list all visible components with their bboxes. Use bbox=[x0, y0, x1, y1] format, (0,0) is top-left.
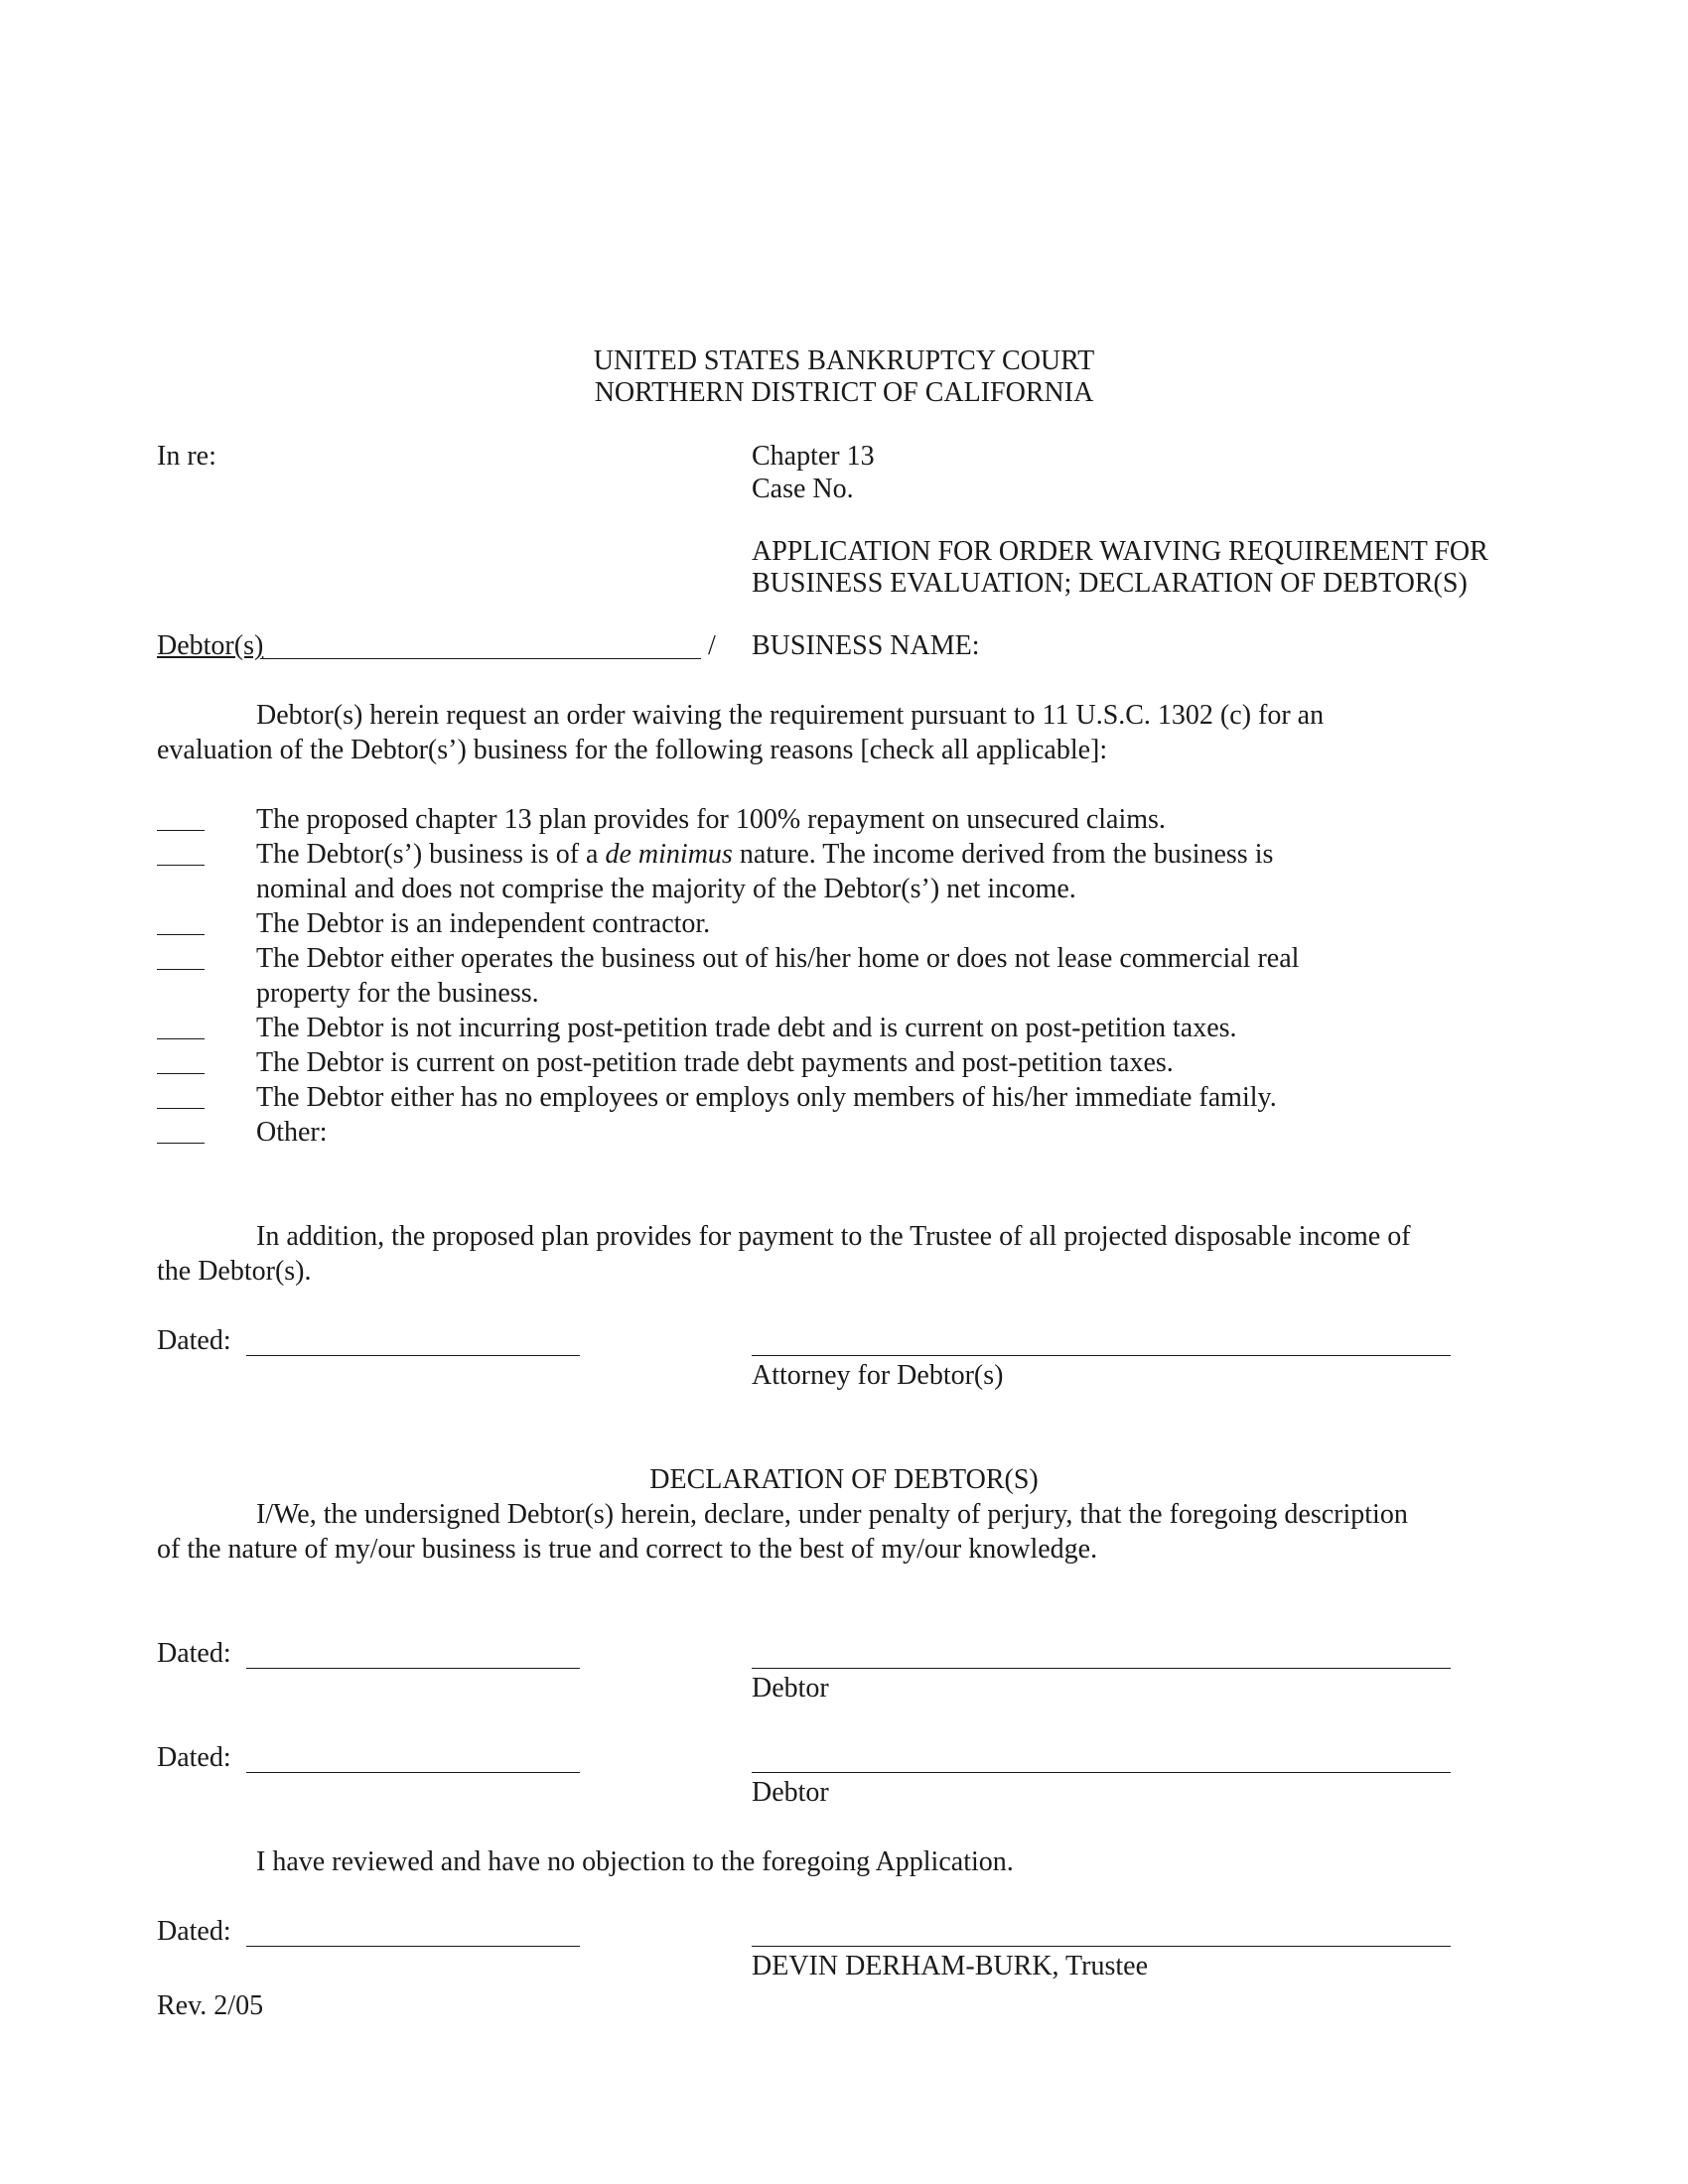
checkbox-blank[interactable] bbox=[157, 1108, 205, 1109]
checkbox-blank[interactable] bbox=[157, 830, 205, 831]
debtor-signature-caption: Debtor bbox=[752, 1777, 829, 1808]
reason-other: Other: bbox=[256, 1117, 328, 1148]
dated-label: Dated: bbox=[157, 1325, 231, 1356]
reason-de-minimus-cont: nominal and does not comprise the majority of the Debtor(s’) net income. bbox=[256, 874, 1076, 904]
date-field[interactable] bbox=[246, 1668, 580, 1669]
case-no-label: Case No. bbox=[752, 474, 854, 504]
document-title-line1: APPLICATION FOR ORDER WAIVING REQUIREMENT FOR bbox=[752, 536, 1488, 567]
intro-line2: evaluation of the Debtor(s’) business for the following reasons [check all applicable]: bbox=[157, 735, 1108, 765]
checkbox-blank[interactable] bbox=[157, 969, 205, 970]
in-re-label: In re: bbox=[157, 441, 216, 472]
debtors-name-field[interactable] bbox=[260, 658, 701, 659]
addition-line1: In addition, the proposed plan provides for payment to the Trustee of all projected disposable income of bbox=[256, 1221, 1411, 1252]
debtor-signature-line[interactable] bbox=[752, 1772, 1451, 1773]
date-field[interactable] bbox=[246, 1772, 580, 1773]
reason-independent-contractor: The Debtor is an independent contractor. bbox=[256, 908, 711, 939]
court-name: UNITED STATES BANKRUPTCY COURT bbox=[593, 345, 1095, 376]
checkbox-blank[interactable] bbox=[157, 1143, 205, 1144]
caption-slash: / bbox=[708, 630, 716, 661]
chapter-label: Chapter 13 bbox=[752, 441, 875, 472]
addition-line2: the Debtor(s). bbox=[157, 1256, 312, 1287]
checkbox-blank[interactable] bbox=[157, 1073, 205, 1074]
debtor-signature-caption: Debtor bbox=[752, 1673, 829, 1704]
dated-label: Dated: bbox=[157, 1638, 231, 1669]
date-field[interactable] bbox=[246, 1355, 580, 1356]
declaration-line2: of the nature of my/our business is true and correct to the best of my/our knowledge. bbox=[157, 1534, 1098, 1565]
debtor-signature-line[interactable] bbox=[752, 1668, 1451, 1669]
reason-no-employees: The Debtor either has no employees or employs only members of his/her immediate family. bbox=[256, 1082, 1277, 1113]
attorney-signature-caption: Attorney for Debtor(s) bbox=[752, 1360, 1004, 1391]
document-title-line2: BUSINESS EVALUATION; DECLARATION OF DEBTOR(S) bbox=[752, 568, 1468, 599]
reason-home-business-cont: property for the business. bbox=[256, 978, 539, 1009]
trustee-signature-line[interactable] bbox=[752, 1946, 1451, 1947]
business-name-label: BUSINESS NAME: bbox=[752, 630, 980, 661]
reason-no-trade-debt: The Debtor is not incurring post-petition trade debt and is current on post-petition taxes. bbox=[256, 1013, 1237, 1043]
revision-label: Rev. 2/05 bbox=[157, 1990, 264, 2021]
reason-full-repayment: The proposed chapter 13 plan provides for 100% repayment on unsecured claims. bbox=[256, 804, 1166, 835]
dated-label: Dated: bbox=[157, 1742, 231, 1773]
debtors-label: Debtor(s) bbox=[157, 630, 264, 661]
attorney-signature-line[interactable] bbox=[752, 1355, 1451, 1356]
intro-line1: Debtor(s) herein request an order waiving the requirement pursuant to 11 U.S.C. 1302 (c) for an bbox=[256, 700, 1325, 731]
trustee-review-statement: I have reviewed and have no objection to the foregoing Application. bbox=[256, 1846, 1014, 1877]
reason-home-business: The Debtor either operates the business out of his/her home or does not lease commercial real bbox=[256, 943, 1300, 974]
declaration-heading: DECLARATION OF DEBTOR(S) bbox=[649, 1464, 1039, 1495]
district-name: NORTHERN DISTRICT OF CALIFORNIA bbox=[594, 377, 1094, 408]
checkbox-blank[interactable] bbox=[157, 934, 205, 935]
reason-current-on-payments: The Debtor is current on post-petition trade debt payments and post-petition taxes. bbox=[256, 1047, 1174, 1078]
reason-de-minimus: The Debtor(s’) business is of a de minimus nature. The income derived from the business is bbox=[256, 839, 1274, 870]
dated-label: Dated: bbox=[157, 1916, 231, 1947]
declaration-line1: I/We, the undersigned Debtor(s) herein, declare, under penalty of perjury, that the foregoing description bbox=[256, 1499, 1408, 1530]
checkbox-blank[interactable] bbox=[157, 865, 205, 866]
trustee-signature-caption: DEVIN DERHAM-BURK, Trustee bbox=[752, 1951, 1149, 1981]
date-field[interactable] bbox=[246, 1946, 580, 1947]
checkbox-blank[interactable] bbox=[157, 1038, 205, 1039]
